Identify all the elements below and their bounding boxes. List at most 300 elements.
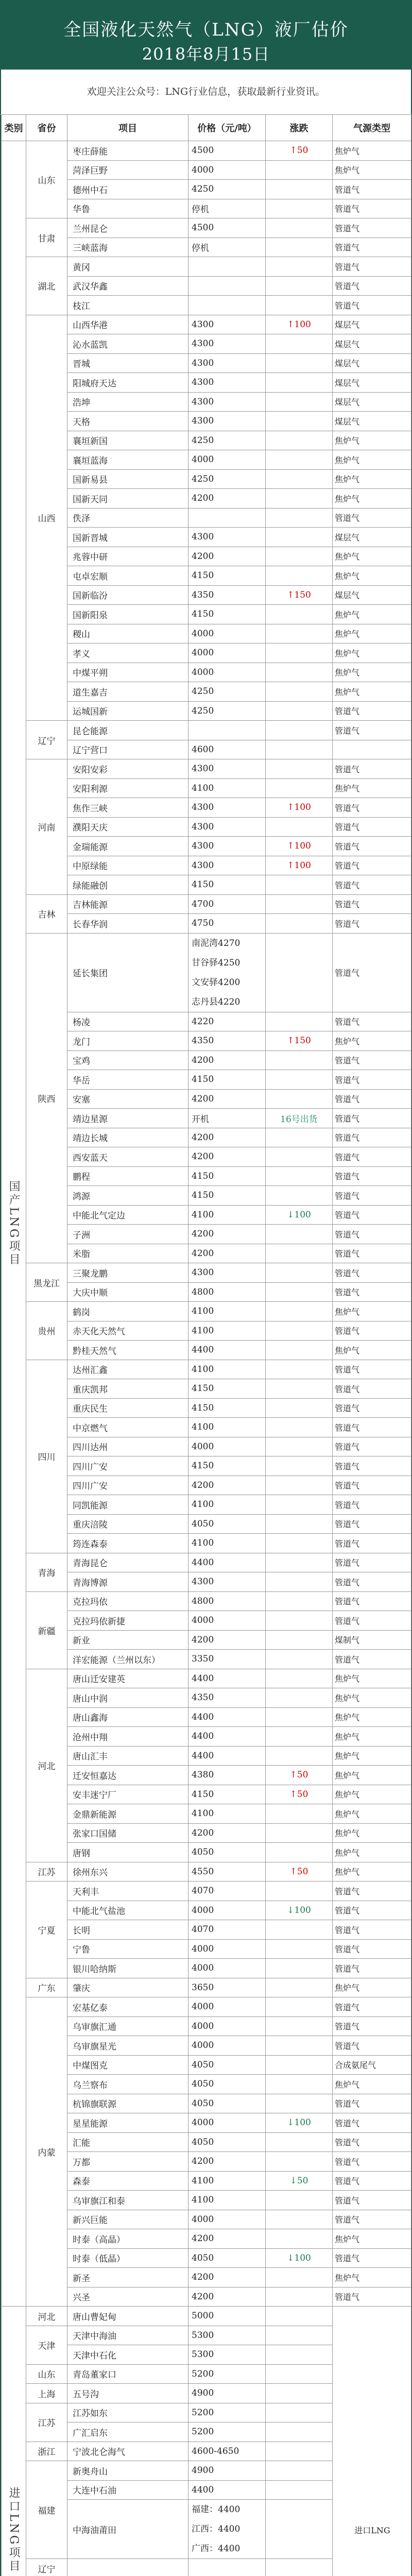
table-row: [2, 257, 411, 277]
column-header: 气源类型: [333, 115, 411, 141]
factory-cell: 山西华港: [67, 315, 188, 334]
factory-cell: 时泰（低晶）: [67, 2248, 188, 2268]
price-cell: 4400: [188, 1341, 266, 1360]
factory-cell: 广汇启东: [67, 2422, 188, 2442]
gas-type-cell: 管道气: [333, 1901, 411, 1920]
change-cell: [266, 1823, 333, 1843]
change-cell: [266, 353, 333, 373]
change-cell: [266, 1263, 333, 1283]
gas-type-cell: 管道气: [333, 1379, 411, 1399]
factory-cell: 克拉玛依: [67, 1591, 188, 1611]
change-cell: [266, 1534, 333, 1553]
change-cell: [266, 663, 333, 682]
gas-type-cell: 管道气: [333, 1456, 411, 1476]
factory-cell: 焦作三峡: [67, 798, 188, 818]
factory-cell: 青岛董家口: [67, 2364, 188, 2384]
change-cell: [266, 218, 333, 238]
change-cell: [266, 1186, 333, 1206]
change-cell: [266, 2152, 333, 2172]
price-cell: 4200: [188, 489, 266, 509]
change-cell: ↑100: [266, 837, 333, 856]
factory-cell: 中原绿能: [67, 856, 188, 875]
gas-type-cell: 管道气: [333, 1572, 411, 1592]
gas-type-cell: 管道气: [333, 933, 411, 1012]
change-cell: [266, 276, 333, 296]
change-cell: 16号出货: [266, 1109, 333, 1128]
change-cell: [266, 778, 333, 798]
factory-cell: 乌兰察布: [67, 2075, 188, 2094]
price-cell: 4350: [188, 1031, 266, 1051]
factory-cell: 张家口国储: [67, 1823, 188, 1843]
factory-cell: 宝鸡: [67, 1050, 188, 1070]
factory-cell: 天格: [67, 412, 188, 431]
change-cell: [266, 2345, 333, 2365]
factory-cell: 华鲁: [67, 199, 188, 218]
price-cell: 4500: [188, 218, 266, 238]
province-cell: 新疆: [26, 1591, 67, 1669]
gas-type-cell: 焦炉气: [333, 778, 411, 798]
table-row: [2, 1882, 411, 1901]
factory-cell: 晋城: [67, 353, 188, 373]
price-table: [1, 114, 411, 2576]
factory-cell: 天津中石化: [67, 2345, 188, 2365]
gas-type-cell: 焦炉气: [333, 469, 411, 489]
factory-cell: 国新阳泉: [67, 605, 188, 624]
change-cell: [266, 624, 333, 643]
change-cell: [266, 1514, 333, 1534]
factory-cell: 洋宏能源（兰州以东）: [67, 1650, 188, 1669]
factory-cell: 昆仑能源: [67, 721, 188, 740]
factory-cell: 肇庆: [67, 1978, 188, 1997]
gas-type-cell: 焦炉气: [333, 1766, 411, 1785]
table-row: [2, 218, 411, 238]
price-cell: 4300: [188, 392, 266, 412]
change-cell: [266, 1746, 333, 1766]
province-cell: 山东: [26, 2364, 67, 2384]
change-cell: [266, 238, 333, 257]
price-cell: 4300: [188, 1263, 266, 1283]
price-cell: 4150: [188, 1070, 266, 1090]
factory-cell: 银川哈纳斯: [67, 1959, 188, 1978]
change-cell: [266, 469, 333, 489]
change-cell: ↑50: [266, 141, 333, 161]
price-cell: 停机: [188, 238, 266, 257]
price-cell: 4000: [188, 1901, 266, 1920]
gas-type-cell: 煤层气: [333, 585, 411, 605]
price-cell: 4200: [188, 1225, 266, 1244]
gas-type-cell: 管道气: [333, 1534, 411, 1553]
factory-cell: 同凯能源: [67, 1495, 188, 1515]
price-cell: 4000: [188, 663, 266, 682]
price-cell: 4300: [188, 373, 266, 393]
gas-type-cell: 管道气: [333, 218, 411, 238]
factory-cell: 乌审旗汇通: [67, 2016, 188, 2036]
price-cell: 4000: [188, 1939, 266, 1959]
factory-cell: 孝义: [67, 643, 188, 663]
price-cell: 4050: [188, 1514, 266, 1534]
factory-cell: 子洲: [67, 1225, 188, 1244]
gas-type-cell: 管道气: [333, 875, 411, 895]
factory-cell: 襄垣蓝海: [67, 450, 188, 470]
price-cell: 南泥湾4270 甘谷驿4250 文安驿4200 志丹县4220: [188, 933, 266, 1012]
factory-cell: 徐州东兴: [67, 1862, 188, 1882]
change-cell: [266, 1360, 333, 1379]
gas-type-cell: 管道气: [333, 914, 411, 934]
price-cell: 4200: [188, 1147, 266, 1167]
table-row: [2, 141, 411, 161]
province-cell: 内蒙: [26, 1997, 67, 2307]
factory-cell: 辽宁营口: [67, 740, 188, 759]
factory-cell: 重庆涪陵: [67, 1514, 188, 1534]
gas-type-cell: 管道气: [333, 1263, 411, 1283]
change-cell: [266, 392, 333, 412]
factory-cell: 乌审旗星光: [67, 2036, 188, 2056]
change-cell: [266, 1553, 333, 1572]
price-cell: 4100: [188, 1360, 266, 1379]
factory-cell: 森泰: [67, 2171, 188, 2191]
table-row: [2, 1997, 411, 2017]
gas-type-cell: 管道气: [333, 2287, 411, 2307]
table-row: [2, 1360, 411, 1379]
factory-cell: 兆蓉中研: [67, 547, 188, 566]
price-cell: 4000: [188, 2016, 266, 2036]
factory-cell: 唐山中润: [67, 1688, 188, 1708]
gas-type-cell: 焦炉气: [333, 547, 411, 566]
change-cell: [266, 914, 333, 934]
price-cell: 4200: [188, 1630, 266, 1650]
factory-cell: 四川广安: [67, 1456, 188, 1476]
change-cell: [266, 721, 333, 740]
factory-cell: 宏基亿泰: [67, 1997, 188, 2017]
gas-type-cell: 煤层气: [333, 334, 411, 354]
change-cell: [266, 2036, 333, 2056]
price-cell: 4550: [188, 1862, 266, 1882]
province-cell: 广东: [26, 1978, 67, 1997]
column-header: 项目: [67, 115, 188, 141]
gas-type-cell: 管道气: [333, 1050, 411, 1070]
change-cell: [266, 1341, 333, 1360]
price-cell: 4050: [188, 2055, 266, 2075]
table-row: [2, 2307, 411, 2326]
province-cell: 黑龙江: [26, 1263, 67, 1302]
gas-type-cell: 管道气: [333, 1418, 411, 1437]
change-cell: ↓50: [266, 2171, 333, 2191]
gas-type-cell: 管道气: [333, 1650, 411, 1669]
change-cell: ↑100: [266, 315, 333, 334]
province-cell: 天津: [26, 2326, 67, 2364]
gas-type-cell: 煤层气: [333, 392, 411, 412]
change-cell: [266, 643, 333, 663]
gas-type-cell: 管道气: [333, 1012, 411, 1031]
price-cell: [188, 296, 266, 315]
price-cell: 4100: [188, 1418, 266, 1437]
change-cell: ↑100: [266, 856, 333, 875]
change-cell: [266, 1302, 333, 1321]
gas-type-cell: 焦炉气: [333, 141, 411, 161]
gas-type-cell: 管道气: [333, 1070, 411, 1090]
factory-cell: 四川达州: [67, 1437, 188, 1456]
change-cell: [266, 2364, 333, 2384]
column-header: 省份: [26, 115, 67, 141]
change-cell: [266, 1959, 333, 1978]
factory-cell: 重庆凯邦: [67, 1379, 188, 1399]
factory-cell: 达州汇鑫: [67, 1360, 188, 1379]
price-cell: 4070: [188, 1920, 266, 1940]
price-cell: 4400: [188, 1669, 266, 1688]
change-cell: [266, 1456, 333, 1476]
gas-type-cell: 管道气: [333, 1128, 411, 1147]
price-cell: 4500: [188, 141, 266, 161]
gas-type-cell: 管道气: [333, 2210, 411, 2229]
gas-type-cell: 管道气: [333, 1225, 411, 1244]
change-cell: [266, 180, 333, 199]
gas-type-cell: 管道气: [333, 1920, 411, 1940]
factory-cell: 濮阳天庆: [67, 817, 188, 837]
price-cell: 4000: [188, 2036, 266, 2056]
gas-type-cell: 管道气: [333, 2036, 411, 2056]
factory-cell: 安阳利源: [67, 778, 188, 798]
gas-type-cell: 管道气: [333, 1089, 411, 1109]
gas-type-cell: 焦炉气: [333, 1804, 411, 1824]
province-cell: 山东: [26, 141, 67, 218]
change-cell: [266, 489, 333, 509]
change-cell: [266, 1843, 333, 1862]
gas-type-cell: 管道气: [333, 1611, 411, 1631]
page-date: 2018年8月15日: [142, 44, 270, 64]
province-cell: 福建: [26, 2461, 67, 2559]
gas-type-cell: 管道气: [333, 180, 411, 199]
change-cell: [266, 1591, 333, 1611]
change-cell: [266, 450, 333, 470]
factory-cell: 沧州中翔: [67, 1727, 188, 1747]
gas-type-cell: 管道气: [333, 1514, 411, 1534]
factory-cell: 国新晋城: [67, 528, 188, 547]
page-title: 全国液化天然气（LNG）液厂估价: [63, 20, 349, 40]
change-cell: [266, 1147, 333, 1167]
column-header: 涨跌: [266, 115, 333, 141]
change-cell: [266, 1244, 333, 1263]
table-row: [2, 1591, 411, 1611]
price-cell: 4800: [188, 1591, 266, 1611]
gas-type-cell: 管道气: [333, 721, 411, 740]
change-cell: [266, 2480, 333, 2500]
factory-cell: 靖边长城: [67, 1128, 188, 1147]
price-cell: 4200: [188, 2287, 266, 2307]
price-cell: 4150: [188, 875, 266, 895]
factory-cell: 德州中石: [67, 180, 188, 199]
gas-type-cell: 管道气: [333, 296, 411, 315]
price-cell: 4150: [188, 1186, 266, 1206]
price-cell: 4200: [188, 1476, 266, 1495]
change-cell: [266, 160, 333, 180]
gas-type-cell: 煤层气: [333, 353, 411, 373]
table-row: [2, 1669, 411, 1688]
change-cell: [266, 2326, 333, 2345]
change-cell: [266, 759, 333, 779]
change-cell: [266, 2055, 333, 2075]
province-cell: 湖北: [26, 257, 67, 315]
gas-type-cell: 管道气: [333, 1244, 411, 1263]
gas-type-cell: 管道气: [333, 817, 411, 837]
price-cell: 4220: [188, 1012, 266, 1031]
factory-cell: 黔桂天然气: [67, 1341, 188, 1360]
gas-type-cell: 焦炉气: [333, 2268, 411, 2287]
price-cell: 5200: [188, 2403, 266, 2422]
table-row: [2, 1553, 411, 1572]
factory-cell: 宁鲁: [67, 1939, 188, 1959]
price-cell: 福建：4400 江西：4400 广西：4400: [188, 2500, 266, 2559]
province-cell: 山西: [26, 315, 67, 721]
factory-cell: 米脂: [67, 1244, 188, 1263]
gas-type-cell: 煤层气: [333, 315, 411, 334]
price-cell: 4150: [188, 566, 266, 586]
change-cell: [266, 2442, 333, 2461]
price-cell: 4100: [188, 1495, 266, 1515]
factory-cell: 靖边星源: [67, 1109, 188, 1128]
gas-type-cell: 焦炉气: [333, 2075, 411, 2094]
gas-type-cell: 焦炉气: [333, 624, 411, 643]
factory-cell: 襄垣新国: [67, 431, 188, 450]
factory-cell: 长明: [67, 1920, 188, 1940]
change-cell: [266, 2559, 333, 2576]
factory-cell: 鹤岗: [67, 1302, 188, 1321]
table-row: [2, 1263, 411, 1283]
price-cell: 4000: [188, 160, 266, 180]
change-cell: [266, 701, 333, 721]
gas-type-cell: 焦炉气: [333, 1031, 411, 1051]
price-cell: 4200: [188, 1244, 266, 1263]
price-cell: 4300: [188, 798, 266, 818]
factory-cell: 菏泽巨野: [67, 160, 188, 180]
change-cell: [266, 740, 333, 759]
price-cell: 4250: [188, 469, 266, 489]
price-cell: [188, 508, 266, 528]
price-cell: 4300: [188, 334, 266, 354]
change-cell: [266, 2422, 333, 2442]
gas-type-cell: 管道气: [333, 1437, 411, 1456]
change-cell: ↑50: [266, 1785, 333, 1804]
price-cell: 3650: [188, 1978, 266, 1997]
gas-type-cell: 管道气: [333, 894, 411, 914]
gas-type-cell: 管道气: [333, 1321, 411, 1341]
gas-type-cell: 管道气: [333, 1939, 411, 1959]
price-cell: [188, 276, 266, 296]
gas-type-cell: 管道气: [333, 1147, 411, 1167]
factory-cell: 延长集团: [67, 933, 188, 1012]
gas-type-cell: 煤制气: [333, 1630, 411, 1650]
price-cell: 5200: [188, 2364, 266, 2384]
factory-cell: 道生嘉吉: [67, 682, 188, 702]
category-domestic: 国产LNG项目: [2, 141, 26, 2307]
gas-type-cell: 焦炉气: [333, 1302, 411, 1321]
price-cell: 4100: [188, 2191, 266, 2210]
gas-type-cell: 管道气: [333, 798, 411, 818]
province-cell: 吉林: [26, 894, 67, 933]
table-row: [2, 1978, 411, 1997]
change-cell: ↑150: [266, 585, 333, 605]
change-cell: [266, 257, 333, 277]
price-cell: 停机: [188, 199, 266, 218]
price-cell: 4700: [188, 894, 266, 914]
column-header: 价格（元/吨）: [188, 115, 266, 141]
factory-cell: 五号沟: [67, 2384, 188, 2403]
price-cell: [188, 257, 266, 277]
price-cell: 4050: [188, 1843, 266, 1862]
gas-type-cell: 管道气: [333, 1476, 411, 1495]
gas-type-cell: 管道气: [333, 1205, 411, 1225]
change-cell: [266, 547, 333, 566]
factory-cell: 杭锦旗联源: [67, 2094, 188, 2113]
change-cell: [266, 933, 333, 1012]
factory-cell: 克拉玛依新捷: [67, 1611, 188, 1631]
table-row: [2, 1302, 411, 1321]
gas-type-cell: 煤层气: [333, 412, 411, 431]
change-cell: [266, 1882, 333, 1901]
price-cell: 4000: [188, 2210, 266, 2229]
price-cell: 4250: [188, 180, 266, 199]
gas-type-cell: 焦炉气: [333, 1823, 411, 1843]
table-row: [2, 894, 411, 914]
change-cell: [266, 682, 333, 702]
change-cell: [266, 1630, 333, 1650]
table-row: [2, 721, 411, 740]
change-cell: [266, 2132, 333, 2152]
change-cell: [266, 1012, 333, 1031]
factory-cell: 安塞: [67, 1089, 188, 1109]
change-cell: [266, 875, 333, 895]
gas-type-cell: 管道气: [333, 508, 411, 528]
table-row: [2, 759, 411, 779]
factory-cell: 枣庄薛能: [67, 141, 188, 161]
price-cell: [188, 2559, 266, 2576]
province-cell: 江苏: [26, 2403, 67, 2442]
factory-cell: 安丰迷宁厂: [67, 1785, 188, 1804]
change-cell: [266, 1707, 333, 1727]
price-cell: 4380: [188, 1766, 266, 1785]
province-cell: 辽宁: [26, 2559, 67, 2576]
factory-cell: 三聚龙鹏: [67, 1263, 188, 1283]
gas-type-cell: 焦炉气: [333, 489, 411, 509]
gas-type-cell: 焦炉气: [333, 566, 411, 586]
factory-cell: 新圣: [67, 2268, 188, 2287]
price-cell: 4150: [188, 1456, 266, 1476]
gas-type-cell: 煤层气: [333, 373, 411, 393]
province-cell: 浙江: [26, 2442, 67, 2461]
change-cell: ↓100: [266, 2248, 333, 2268]
price-cell: 4300: [188, 817, 266, 837]
gas-type-cell: 进口LNG: [333, 2307, 411, 2576]
notice-text: 欢迎关注公众号：LNG行业信息，获取最新行业资讯。: [0, 70, 412, 115]
gas-type-cell: 管道气: [333, 2113, 411, 2133]
factory-cell: 乌审旗江和泰: [67, 2191, 188, 2210]
gas-type-cell: 管道气: [333, 1591, 411, 1611]
factory-cell: 唐山迁安建英: [67, 1669, 188, 1688]
change-cell: ↑150: [266, 1031, 333, 1051]
gas-type-cell: 焦炉气: [333, 1341, 411, 1360]
price-cell: 4200: [188, 2268, 266, 2287]
change-cell: [266, 431, 333, 450]
price-cell: 4900: [188, 2461, 266, 2481]
factory-cell: 兴圣: [67, 2287, 188, 2307]
price-cell: 4000: [188, 1611, 266, 1631]
price-cell: 4300: [188, 528, 266, 547]
price-cell: 5200: [188, 2422, 266, 2442]
factory-cell: 星星能源: [67, 2113, 188, 2133]
price-cell: 4150: [188, 1398, 266, 1418]
factory-cell: 国新易县: [67, 469, 188, 489]
factory-cell: 稷山: [67, 624, 188, 643]
price-cell: 4000: [188, 643, 266, 663]
